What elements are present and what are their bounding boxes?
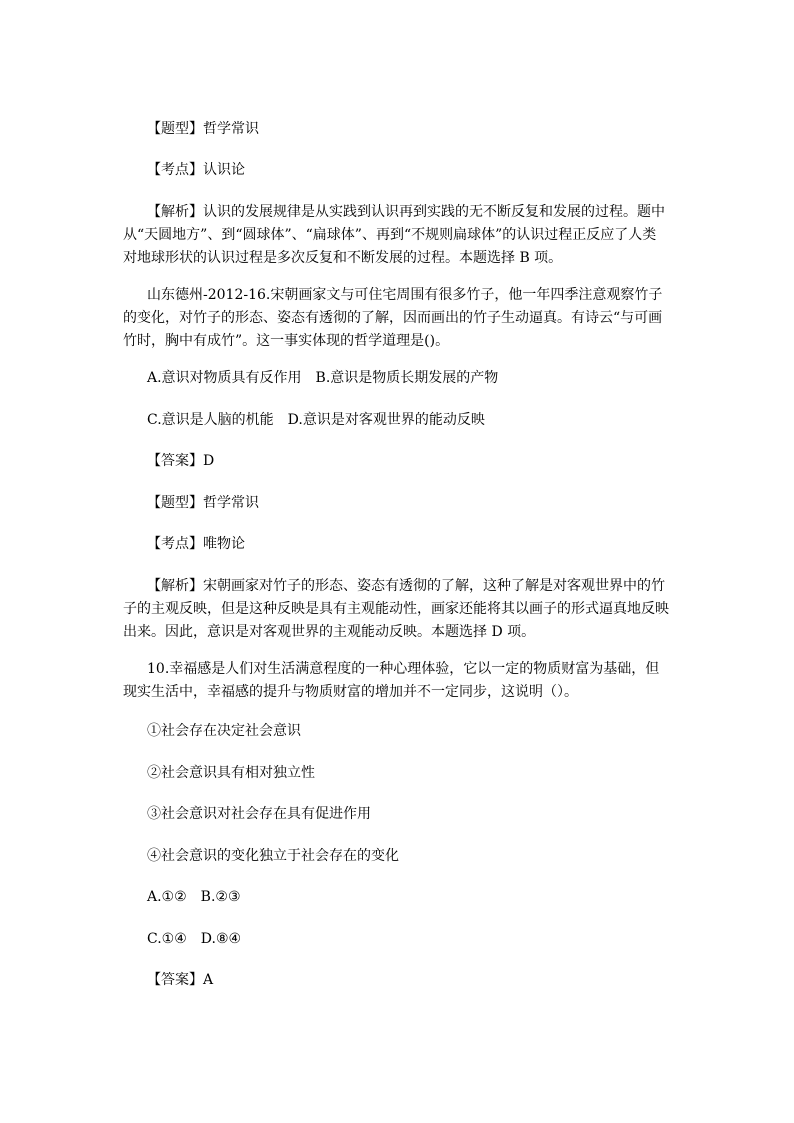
knowledge-point-2: 【考点】唯物论 [147, 536, 245, 552]
answer-16: 【答案】D [147, 453, 215, 469]
options-ab-10: A.①② B.②③ [147, 889, 241, 905]
analysis-1: 【解析】认识的发展规律是从实践到认识再到实践的无不断反复和发展的过程。题中从“天圆地方”、到“圆球体”、“扁球体”、再到“不规则扁球体”的认识过程正反应了人类对地球形状的认识过程是多次反复和不断发展的过程。本题选择 B 项。 [123, 204, 665, 266]
statement-2: ②社会意识具有相对独立性 [147, 765, 315, 781]
options-ab-16: A.意识对物质具有反作用 B.意识是物质长期发展的产物 [147, 370, 499, 386]
statement-4: ④社会意识的变化独立于社会存在的变化 [147, 848, 399, 864]
knowledge-point-1: 【考点】认识论 [147, 162, 245, 178]
answer-10: 【答案】A [147, 972, 214, 988]
question-10: 10.幸福感是人们对生活满意程度的一种心理体验，它以一定的物质财富为基础，但现实生活中，幸福感的提升与物质财富的增加并不一定同步，这说明（）。 [123, 661, 660, 700]
question-type-2: 【题型】哲学常识 [147, 495, 259, 511]
question-type-1: 【题型】哲学常识 [147, 121, 259, 137]
analysis-2: 【解析】宋朝画家对竹子的形态、姿态有透彻的了解，这种了解是对客观世界中的竹子的主观反映，但是这种反映是具有主观能动性，画家还能将其以画子的形式逼真地反映出来。因此，意识是对客观世界的主观能动反映。本题选择 D 项。 [123, 578, 669, 640]
options-cd-16: C.意识是人脑的机能 D.意识是对客观世界的能动反映 [147, 412, 485, 428]
statement-3: ③社会意识对社会存在具有促进作用 [147, 806, 371, 822]
statement-1: ①社会存在决定社会意识 [147, 723, 301, 739]
question-16: 山东德州-2012-16.宋朝画家文与可住宅周围有很多竹子，他一年四季注意观察竹子的变化，对竹子的形态、姿态有透彻的了解，因而画出的竹子生动逼真。有诗云“与可画竹时，胸中有成竹”。这一事实体现的哲学道理是()。 [123, 287, 663, 349]
options-cd-10: C.①④ D.⑧④ [147, 931, 242, 947]
